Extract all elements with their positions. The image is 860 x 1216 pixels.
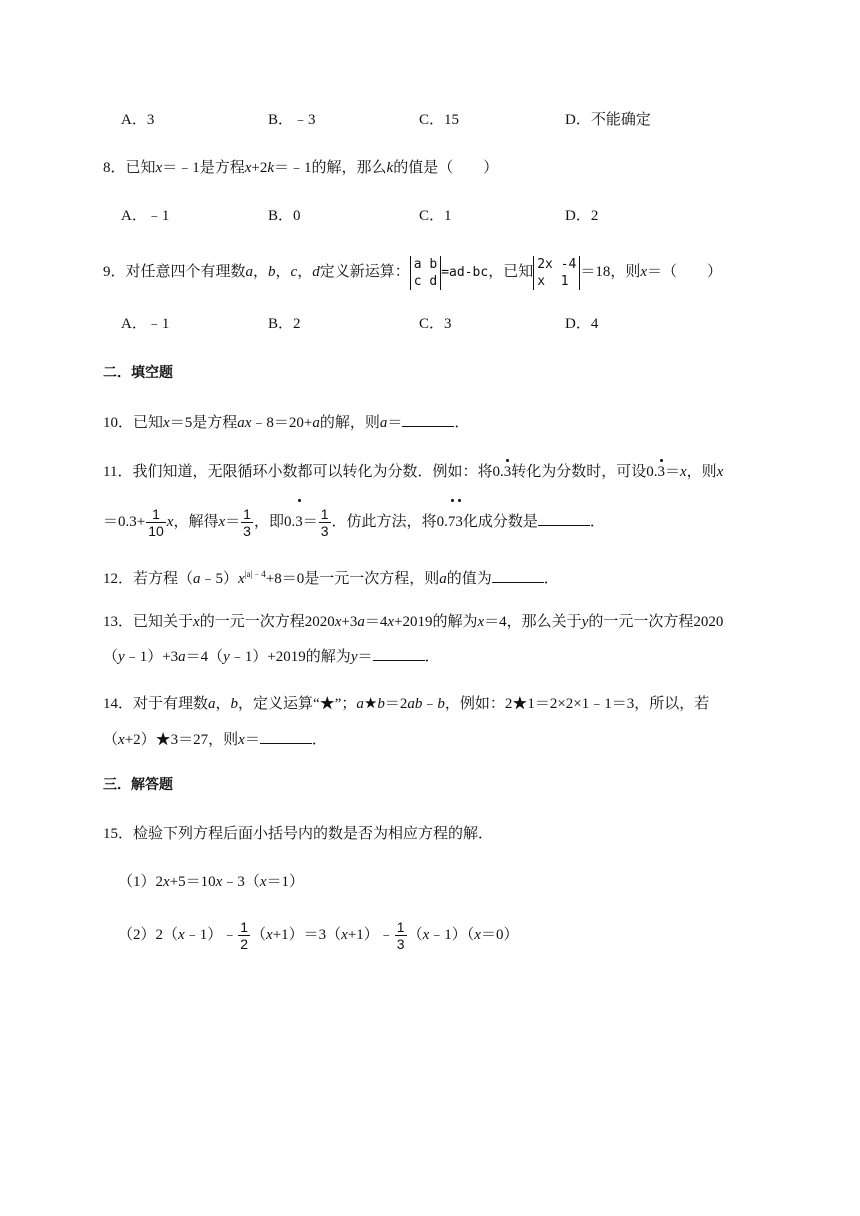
question-14-line-2: （x+2）★3＝27，则x＝ ． [103,729,327,750]
q9-option-c: C．3 [419,316,452,332]
question-10: 10．已知x＝5是方程ax﹣8＝20+a的解，则a＝ ． [103,412,469,433]
question-13-line-1: 13．已知关于x的一元一次方程2020x+3a＝4x+2019的解为x＝4，那么关于y的一元一次方程2020 [103,614,724,630]
question-9: 9．对任意四个有理数a，b，c，d定义新运算： a b c d =ad-bc，已知 2x -4 x 1 ＝18，则x＝（ ） [103,256,723,289]
fraction: $\frac{1}{3}$ [243,506,251,540]
question-15-part-2: （2）2（x﹣1）﹣ $\frac{1}{2}$ （x+1）＝3（x+1）﹣ $\frac{1}{3}$ （x﹣1）（x＝0） [118,919,519,953]
answer-blank[interactable] [260,729,312,744]
answer-blank[interactable] [538,511,590,526]
question-11-line-2: ＝0.3+ $\frac{1}{10}$ x，解得x＝ $\frac{1}{3}$ ，即0.3＝ $\frac{1}{3}$ ．仿此方法，将0.73化成分数是 ． [103,502,605,542]
q8-option-a: A．﹣1 [121,208,170,224]
q7-option-c: C．15 [419,112,460,128]
question-13-line-2: （y﹣1）+3a＝4（y﹣1）+2019的解为y＝ ． [103,646,440,667]
question-12: 12．若方程$(a﹣5)x^{|a|﹣4}+8=0$是一元一次方程，则a的值为 ． [103,569,559,587]
answer-blank[interactable] [373,646,425,661]
q7-option-b: B．﹣3 [268,112,316,128]
q9-option-d: D．4 [565,316,599,332]
q9-option-a: A．﹣1 [121,316,170,332]
question-15-part-1: （1）2x+5＝10x﹣3（x＝1） [118,874,305,890]
fraction: $\frac{1}{3}$ [320,506,329,540]
question-15: 15．检验下列方程后面小括号内的数是否为相应方程的解． [103,826,494,842]
fraction: $\frac{1}{2}$ [240,919,248,953]
q8-option-d: D．2 [565,208,599,224]
answer-blank[interactable] [492,568,544,583]
q8-option-b: B．0 [268,208,301,224]
q7-option-a: A．3 [121,112,155,128]
q8-option-c: C．1 [419,208,452,224]
q9-option-b: B．2 [268,316,301,332]
question-14-line-1: 14．对于有理数a，b，定义运算“★”；a★b＝2ab﹣b，例如：2★1＝2×2×1﹣1＝3，所以，若 [103,696,710,712]
fraction: $\frac{1}{3}$ [396,919,405,953]
fraction: $\frac{1}{10}$ [148,506,164,540]
question-11-line-1: 11．我们知道，无限循环小数都可以转化为分数．例如：将0.3转化为分数时，可设0.3＝x，则x [103,464,724,480]
section-heading-fill-in: 二．填空题 [103,366,173,381]
determinant-definition: a b c d [410,256,441,290]
question-8: 8．已知x＝﹣1是方程x+2k＝﹣1的解，那么k的值是（ ） [103,160,499,176]
section-heading-answer: 三．解答题 [103,778,173,793]
q7-option-d: D．不能确定 [565,112,651,128]
answer-blank[interactable] [402,412,454,427]
determinant-given: 2x -4 x 1 [533,256,580,290]
